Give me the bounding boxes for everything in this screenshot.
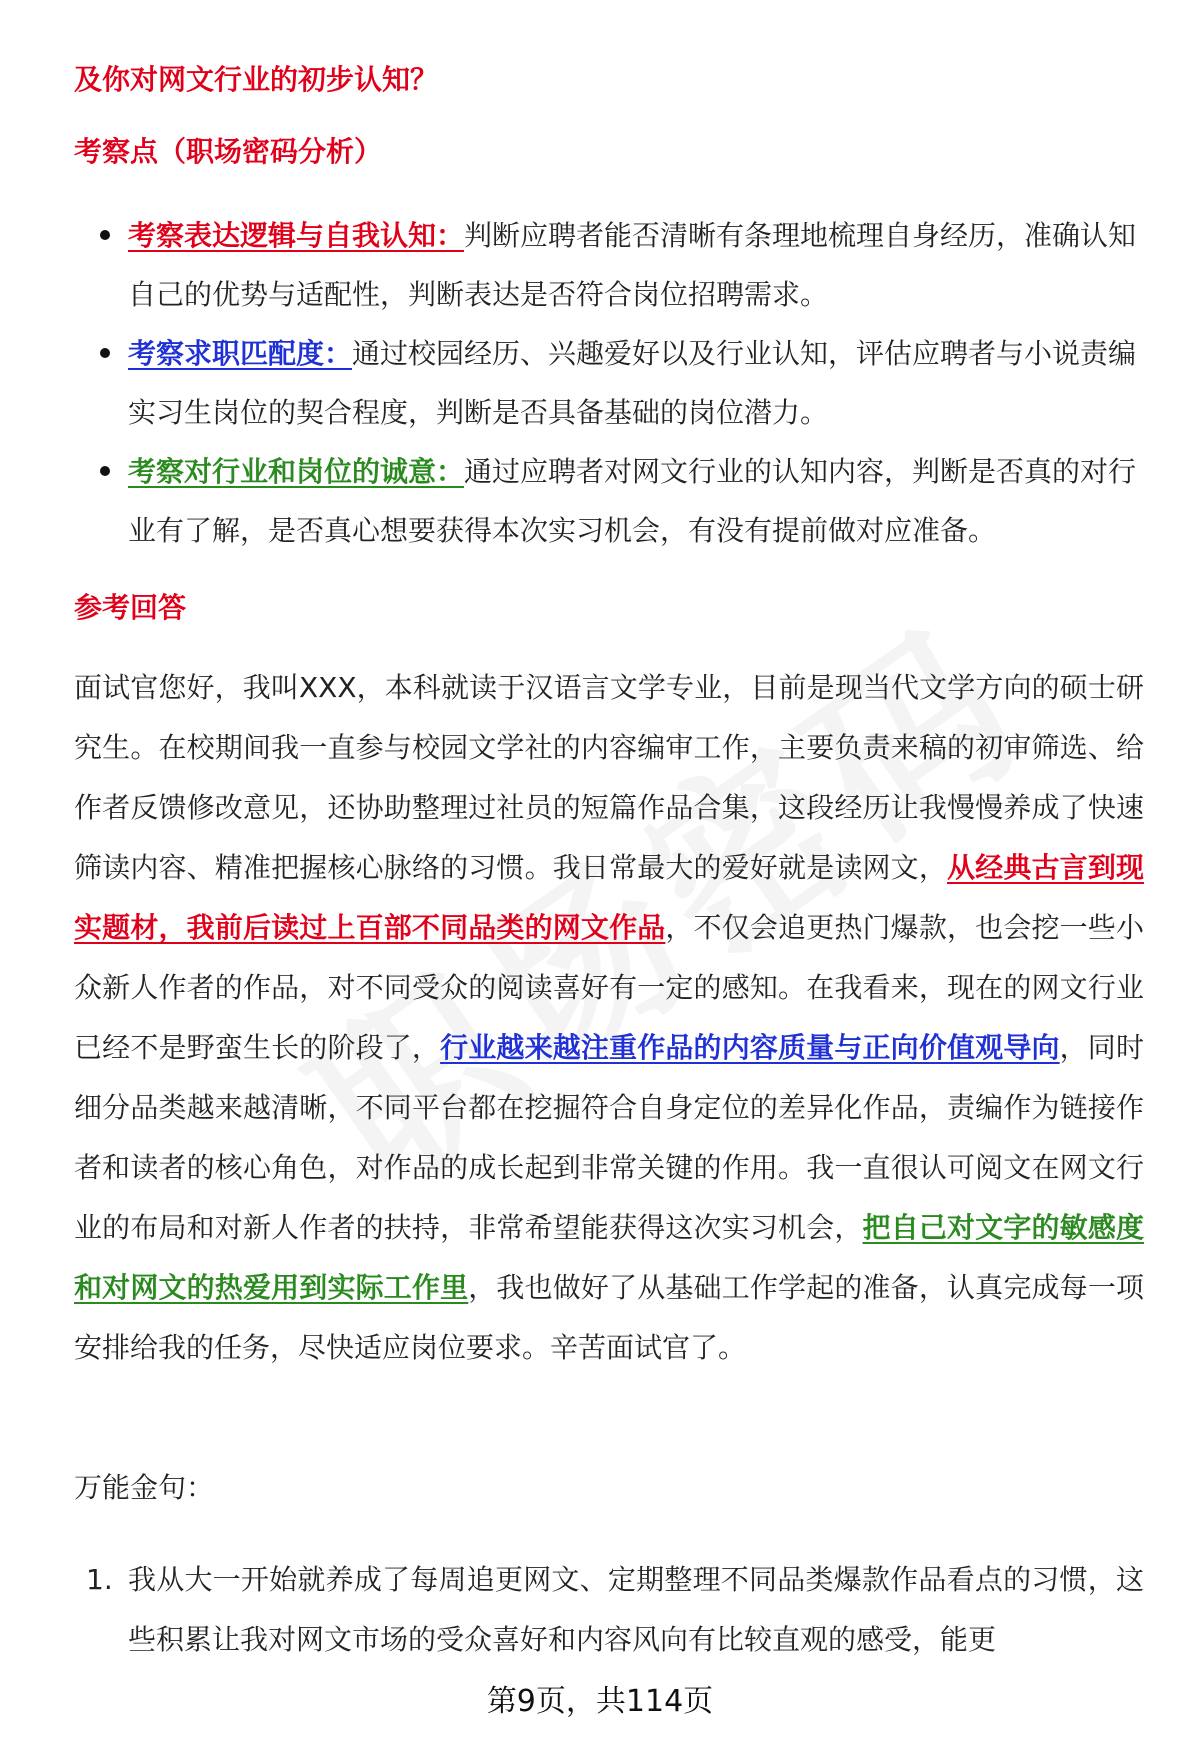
answer-text: 面试官您好，我叫XXX，本科就读于汉语言文学专业，目前是现当代文学方向的硕士研究生。在校期间我一直参与校园文学社的内容编审工作，主要负责来稿的初审筛选、给作者反馈修改意见，还协助整理过社员的短篇作品合集，这段经历让我慢慢养成了快速筛读内容、精准把握核心脉络的习惯。我日常最大的爱好就是读网文， (74, 671, 1144, 884)
page-number-footer: 第9页，共114页 (0, 1680, 1200, 1722)
exam-point-item (74, 206, 1144, 324)
item-number: 1. (86, 1563, 113, 1596)
exam-point-item (74, 442, 1144, 560)
golden-sentence-item (74, 1550, 1144, 1670)
golden-sentence-text: 我从大一开始就养成了每周追更网文、定期整理不同品类爆款作品看点的习惯，这些积累让我对网文市场的受众喜好和内容风向有比较直观的感受，能更 (128, 1563, 1144, 1656)
exam-point-label: 考察对行业和岗位的诚意： (128, 455, 465, 488)
answer-text: ，我也做好了从基础工作学起的准备，认真完成每一项安排给我的任务，尽快适应岗位要求。辛苦面试官了。 (74, 1271, 1144, 1364)
answer-highlight-green: 把自己对文字的敏感度和对网文的热爱用到实际工作里 (74, 1211, 1144, 1304)
reference-answer-heading: 参考回答 (74, 591, 187, 624)
answer-highlight-blue: 行业越来越注重作品的内容质量与正向价值观导向 (440, 1031, 1060, 1064)
exam-points-heading: 考察点（职场密码分析） (74, 135, 383, 168)
golden-sentences-list (74, 1550, 1144, 1670)
reference-answer-paragraph (74, 658, 1144, 1378)
exam-points-list (74, 206, 1144, 560)
answer-highlight-red: 从经典古言到现实题材，我前后读过上百部不同品类的网文作品 (74, 851, 1144, 944)
exam-point-label: 考察求职匹配度： (128, 337, 353, 370)
exam-point-text: 判断应聘者能否清晰有条理地梳理自身经历，准确认知自己的优势与适配性，判断表达是否符合岗位招聘需求。 (128, 219, 1137, 311)
question-heading-tail: 及你对网文行业的初步认知？ (74, 63, 439, 96)
exam-point-text: 通过校园经历、兴趣爱好以及行业认知，评估应聘者与小说责编实习生岗位的契合程度，判断是否具备基础的岗位潜力。 (128, 337, 1137, 429)
exam-point-text: 通过应聘者对网文行业的认知内容，判断是否真的对行业有了解，是否真心想要获得本次实习机会，有没有提前做对应准备。 (128, 455, 1137, 547)
exam-point-item (74, 324, 1144, 442)
exam-point-label: 考察表达逻辑与自我认知： (128, 219, 465, 252)
answer-text: ，不仅会追更热门爆款，也会挖一些小众新人作者的作品，对不同受众的阅读喜好有一定的感知。在我看来，现在的网文行业已经不是野蛮生长的阶段了， (74, 911, 1144, 1064)
answer-text: ，同时细分品类越来越清晰，不同平台都在挖掘符合自身定位的差异化作品，责编作为链接作者和读者的核心角色，对作品的成长起到非常关键的作用。我一直很认可阅文在网文行业的布局和对新人作者的扶持，非常希望能获得这次实习机会， (74, 1031, 1144, 1244)
golden-sentences-label: 万能金句： (74, 1471, 215, 1504)
